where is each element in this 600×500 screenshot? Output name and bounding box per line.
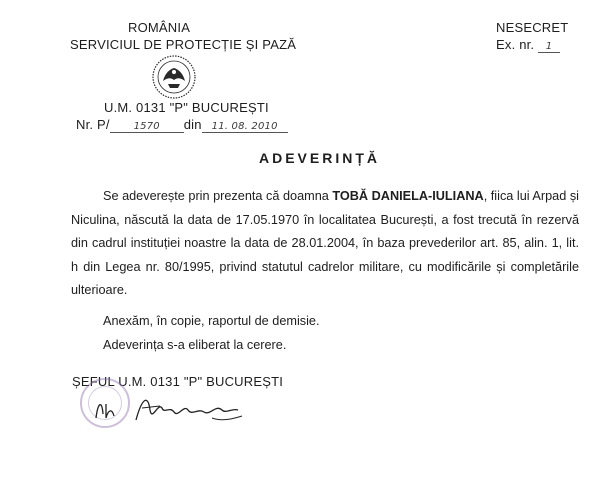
date-label: din xyxy=(183,117,202,132)
date-handwritten: 11. 08. 2010 xyxy=(211,121,278,132)
issued-line: Adeverința s-a eliberat la cerere. xyxy=(103,338,287,352)
institution-heading: SERVICIUL DE PROTECȚIE ȘI PAZĂ xyxy=(70,37,297,52)
copy-number-field xyxy=(538,37,560,53)
person-name: TOBĂ DANIELA-IULIANA xyxy=(332,189,484,203)
reg-label: Nr. P/ xyxy=(76,117,110,132)
country-heading: ROMÂNIA xyxy=(128,20,191,35)
unit-heading: U.M. 0131 "P" BUCUREȘTI xyxy=(104,100,269,115)
reg-number-field xyxy=(110,117,184,133)
certificate-body xyxy=(71,185,579,303)
document-title: ADEVERINȚĂ xyxy=(259,150,381,166)
emblem-seal-icon xyxy=(151,54,197,100)
handwritten-signature xyxy=(92,388,252,428)
body-rest: , fiica lui Arpad și Niculina, născută la data de 17.05.1970 în localitatea București, a fost trecută în rezervă din cadrul instituției noastre la data de 28.01.2004, în baza prevederilor art. 85, alin. 1, lit. h din Legea nr. 80/1995, privind statutul cadrelor militare, cu modificările și completările ulterioare. xyxy=(71,189,579,297)
signatory-title: ȘEFUL U.M. 0131 "P" BUCUREȘTI xyxy=(72,374,284,389)
copy-label: Ex. nr. xyxy=(496,37,535,52)
reg-number-handwritten: 1570 xyxy=(133,121,160,132)
date-field xyxy=(202,117,288,133)
annex-line: Anexăm, în copie, raportul de demisie. xyxy=(103,314,320,328)
copy-number-handwritten: 1 xyxy=(545,41,553,52)
copy-number-line xyxy=(496,37,560,53)
body-prefix: Se adeverește prin prezenta că doamna xyxy=(103,189,333,203)
classification-label: NESECRET xyxy=(496,20,569,35)
registration-line xyxy=(76,117,288,133)
